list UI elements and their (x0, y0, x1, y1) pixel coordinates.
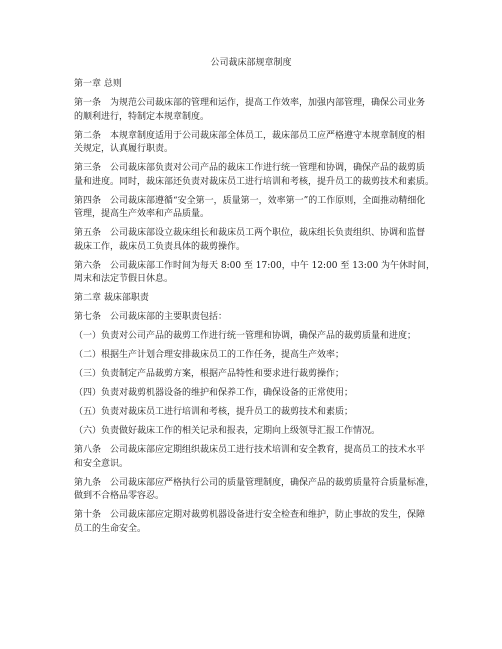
duty-item (74, 387, 434, 401)
text-line: 做到不合格品零容忍。 (74, 491, 165, 501)
article-paragraph (74, 260, 434, 287)
text-line: 第三条 公司裁床部负责对公司产品的裁床工作进行统一管理和协调，确保产品的裁剪质 (74, 163, 426, 173)
chapter-heading (74, 78, 434, 92)
duty-item (74, 330, 434, 344)
article-paragraph (74, 195, 434, 222)
article-paragraph (74, 97, 434, 124)
text-line: 第一章 总则 (74, 79, 122, 89)
text-line: 第十条 公司裁床部应定期对裁剪机器设备进行安全检查和维护，防止事故的发生，保障 (74, 510, 426, 520)
text-line: 第七条 公司裁床部的主要职责包括： (74, 312, 228, 322)
duty-item (74, 368, 434, 382)
text-line: 和安全意识。 (74, 458, 129, 469)
duty-item (74, 406, 434, 420)
text-line: 第九条 公司裁床部应严格执行公司的质量管理制度，确保产品的裁剪质量符合质量标准， (74, 477, 435, 488)
text-line: 员工的生命安全。 (74, 523, 147, 534)
article-paragraph (74, 162, 434, 189)
text-line: 管理，提高生产效率和产品质量。 (74, 209, 210, 219)
text-line: 裁床工作，裁床员工负责具体的裁剪操作。 (74, 241, 246, 252)
text-line: （四）负责对裁剪机器设备的维护和保养工作，确保设备的正常使用； (74, 388, 354, 398)
text-line: 关规定，认真履行职责。 (74, 144, 174, 154)
article-paragraph (74, 444, 434, 471)
document-title: 公司裁床部规章制度 (210, 58, 292, 68)
text-line: 量和进度。同时，裁床部还负责对裁床员工进行培训和考核，提升员工的裁剪技术和素质。 (74, 176, 435, 187)
article-paragraph (74, 130, 434, 157)
text-line: 的顺利进行，特制定本规章制度。 (74, 111, 210, 122)
duty-item (74, 425, 434, 439)
text-line: 第八条 公司裁床部应定期组织裁床员工进行技术培训和安全教育，提高员工的技术水平 (74, 445, 426, 455)
document-body (74, 78, 434, 542)
duty-item (74, 349, 434, 363)
text-line: （一）负责对公司产品的裁剪工作进行统一管理和协调，确保产品的裁剪质量和进度； (74, 331, 417, 341)
article-paragraph (74, 311, 434, 325)
text-line: （五）负责对裁床员工进行培训和考核，提升员工的裁剪技术和素质； (74, 407, 354, 417)
chapter-heading (74, 292, 434, 306)
text-line: 第二章 裁床部职责 (74, 293, 149, 303)
article-paragraph (74, 509, 434, 536)
text-line: 第六条 公司裁床部工作时间为每天 8:00 至 17:00，中午 12:00 至 13:00 为午休时间， (74, 260, 436, 271)
text-line: （二）根据生产计划合理安排裁床员工的工作任务，提高生产效率； (74, 350, 345, 360)
text-line: 第四条 公司裁床部遵循“安全第一，质量第一，效率第一”的工作原则，全面推动精细化 (74, 195, 426, 206)
text-line: 第二条 本规章制度适用于公司裁床部全体员工，裁床部员工应严格遵守本规章制度的相 (74, 130, 426, 141)
text-line: 第五条 公司裁床部设立裁床组长和裁床员工两个职位，裁床组长负责组织、协调和监督 (74, 228, 426, 238)
text-line: 周末和法定节假日休息。 (74, 274, 174, 284)
text-line: 第一条 为规范公司裁床部的管理和运作，提高工作效率，加强内部管理，确保公司业务 (74, 98, 426, 108)
text-line: （三）负责制定产品裁剪方案，根据产品特性和要求进行裁剪操作； (74, 369, 345, 379)
article-paragraph (74, 227, 434, 254)
article-paragraph (74, 477, 434, 504)
text-line: （六）负责做好裁床工作的相关记录和报表，定期向上级领导汇报工作情况。 (74, 426, 381, 436)
